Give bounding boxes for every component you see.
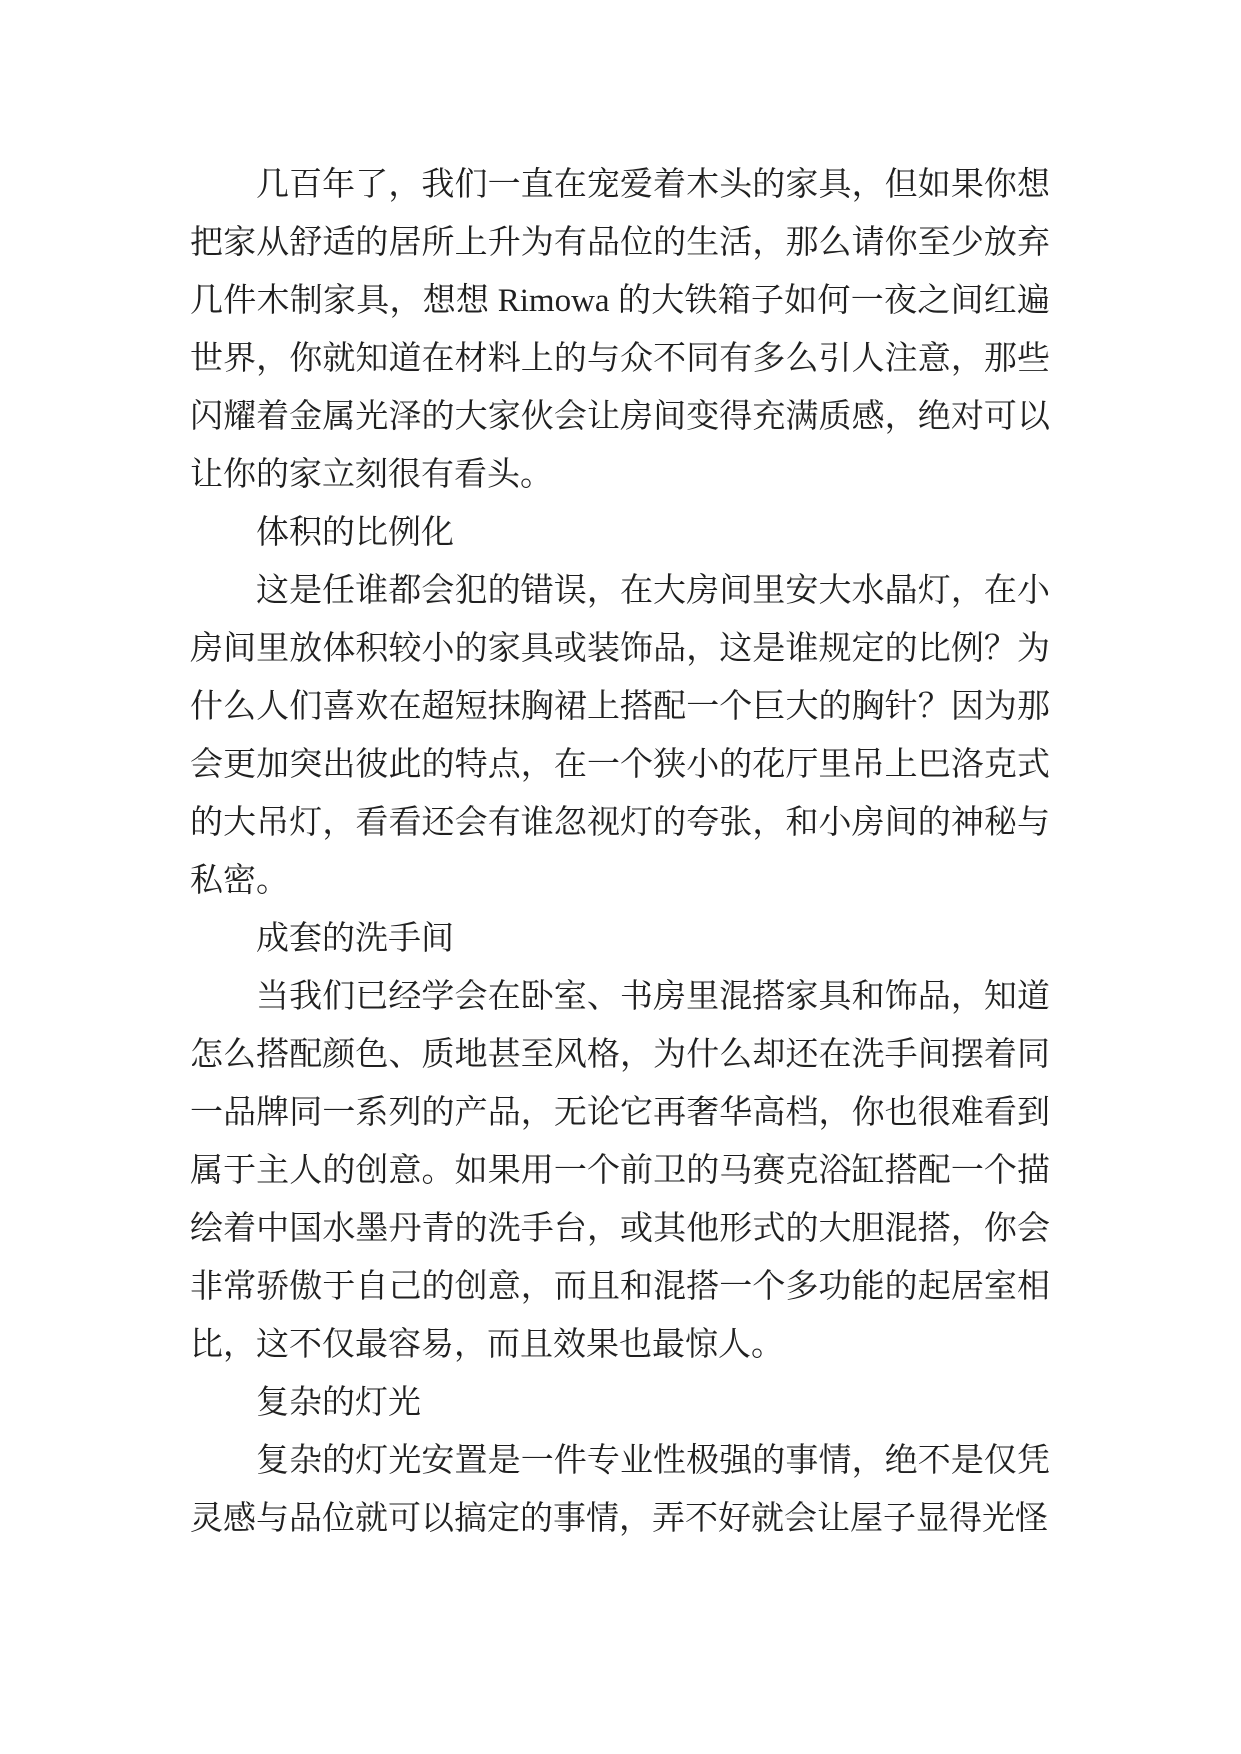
text-content — [190, 156, 1050, 1548]
section-heading-complex-lighting: 复杂的灯光 — [256, 1385, 421, 1421]
paragraph-matched-bathroom: 当我们已经学会在卧室、书房里混搭家具和饰品，知道怎么搭配颜色、质地甚至风格，为什么却还在洗手间摆着同一品牌同一系列的产品，无论它再奢华高档，你也很难看到属于主人的创意。如果用一个前卫的马赛克浴缸搭配一个描绘着中国水墨丹青的洗手台，或其他形式的大胆混搭，你会非常骄傲于自己的创意，而且和混搭一个多功能的起居室相比，这不仅最容易，而且效果也最惊人。 — [190, 979, 1050, 1363]
paragraph-volume-proportion: 这是任谁都会犯的错误，在大房间里安大水晶灯，在小房间里放体积较小的家具或装饰品，这是谁规定的比例？为什么人们喜欢在超短抹胸裙上搭配一个巨大的胸针？因为那会更加突出彼此的特点，在一个狭小的花厅里吊上巴洛克式的大吊灯，看看还会有谁忽视灯的夸张，和小房间的神秘与私密。 — [190, 573, 1050, 899]
section-heading-volume-proportion: 体积的比例化 — [256, 515, 454, 551]
paragraph-complex-lighting: 复杂的灯光安置是一件专业性极强的事情，绝不是仅凭灵感与品位就可以搞定的事情，弄不好就会让屋子显得光怪 — [190, 1443, 1050, 1537]
section-heading-matched-bathroom: 成套的洗手间 — [256, 921, 454, 957]
paragraph-wood-furniture: 几百年了，我们一直在宠爱着木头的家具，但如果你想把家从舒适的居所上升为有品位的生活，那么请你至少放弃几件木制家具，想想 Rimowa 的大铁箱子如何一夜之间红遍世界，你就知道在材料上的与众不同有多么引人注意，那些闪耀着金属光泽的大家伙会让房间变得充满质感，绝对可以让你的家立刻很有看头。 — [190, 167, 1050, 493]
